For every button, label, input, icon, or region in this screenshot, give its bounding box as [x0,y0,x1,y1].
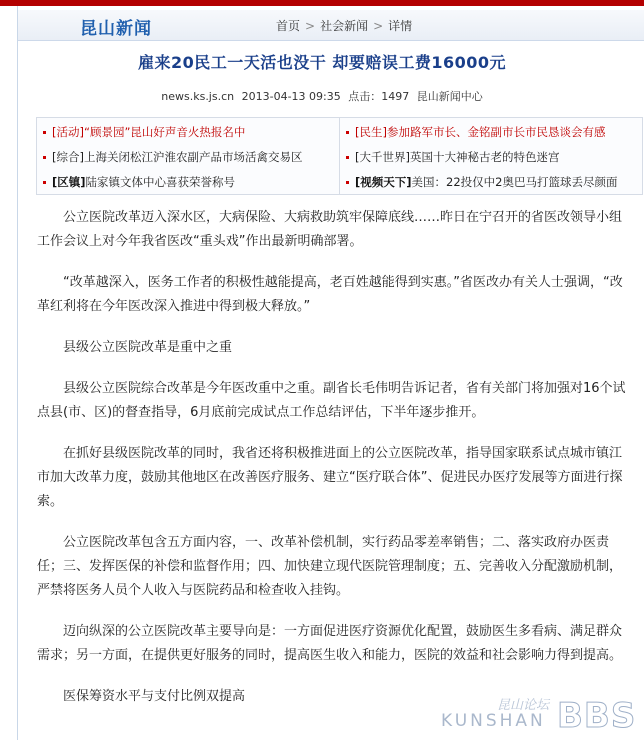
breadcrumb-separator: > [305,19,316,33]
article-subheading: 医保筹资水平与支付比例双提高 [63,689,246,704]
link-tag: [大千世界] [355,150,410,164]
meta-publisher: 昆山新闻中心 [416,90,483,103]
watermark-cn: 昆山论坛 [497,698,550,713]
link-text[interactable]: 美国：22投仅中2奥巴马打篮球丢尽颜面 [411,175,618,189]
bullet-icon [43,156,46,159]
bullet-icon [43,181,46,184]
section-header [18,10,644,41]
site-title[interactable]: 昆山新闻 [80,19,152,39]
article-meta [0,88,644,104]
link-text[interactable]: 参加路军市长、金铭副市长市民恳谈会有感 [386,125,606,139]
related-link[interactable] [346,124,605,140]
bullet-icon [43,131,46,134]
related-links-left [37,118,339,194]
article-subheading: 县级公立医院改革是重中之重 [63,340,233,355]
breadcrumb-social-news[interactable]: 社会新闻 [320,19,369,33]
article-paragraph: 迈向纵深的公立医院改革主要导向是：一方面促进医疗资源优化配置，鼓励医生多看病、满足群众需求；另一方面，在提供更好服务的同时，提高医生收入和能力，医院的效益和社会影响力得到提高。 [37,624,623,663]
bullet-icon [346,156,349,159]
article-title: 雇来20民工一天活也没干 却要赔误工费16000元 [137,53,506,72]
link-tag: [区镇] [52,175,86,189]
breadcrumb-detail: 详情 [388,19,413,33]
link-tag: [视频天下] [355,175,412,189]
meta-clicks: 点击：1497 [348,90,410,103]
watermark-en: KUNSHAN [441,711,546,731]
link-tag: [活动] [52,125,84,139]
article-paragraph: 县级公立医院综合改革是今年医改重中之重。副省长毛伟明告诉记者，省有关部门将加强对16个试点县(市、区)的督查指导，6月底前完成试点工作总结评估，下半年逐步推开。 [37,381,626,420]
link-text[interactable]: 陆家镇文体中心喜获荣誉称号 [85,175,236,189]
article-paragraph: 公立医院改革包含五方面内容，一、改革补偿机制，实行药品零差率销售；二、落实政府办医责任；三、发挥医保的补偿和监督作用；四、加快建立现代医院管理制度；五、完善收入分配激励机制，严禁将医务人员个人收入与医院药品和检查收入挂钩。 [37,535,623,598]
link-text[interactable]: 上海关闭松江沪淮农副产品市场活禽交易区 [83,150,303,164]
watermark-bbs: BBS [557,696,637,736]
related-link[interactable] [43,124,245,140]
related-links-right [339,118,642,194]
breadcrumb-home[interactable]: 首页 [276,19,301,33]
article-paragraph: “改革越深入，医务工作者的积极性越能提高，老百姓越能得到实惠。”省医改办有关人士强调，“改革红利将在今年医改深入推进中得到极大释放。” [37,275,623,314]
related-link[interactable] [43,149,302,165]
link-tag: [综合] [52,150,84,164]
related-link[interactable] [43,174,235,190]
meta-source-domain: news.ks.js.cn [161,90,235,103]
article-paragraph: 公立医院改革迈入深水区，大病保险、大病救助筑牢保障底线……昨日在宁召开的省医改领导小组工作会议上对今年我省医改“重头戏”作出最新明确部署。 [37,210,623,249]
meta-datetime: 2013-04-13 09:35 [241,90,341,103]
related-links-box [36,117,643,195]
breadcrumb [276,17,412,34]
article-body [37,206,631,726]
link-tag: [民生] [355,125,387,139]
bullet-icon [346,131,349,134]
related-link[interactable] [346,174,617,190]
related-link[interactable] [346,149,559,165]
article-paragraph: 在抓好县级医院改革的同时，我省还将积极推进面上的公立医院改革，指导国家联系试点城市镇江市加大改革力度，鼓励其他地区在改善医疗服务、建立“医疗联合体”、促进民办医疗发展等方面进行探索。 [37,446,623,509]
bullet-icon [346,181,349,184]
link-text[interactable]: 英国十大神秘古老的特色迷宫 [409,150,560,164]
breadcrumb-separator: > [373,19,384,33]
kunshan-bbs-watermark [441,692,641,738]
link-text[interactable]: “顾景园”昆山好声音火热报名中 [83,125,246,139]
